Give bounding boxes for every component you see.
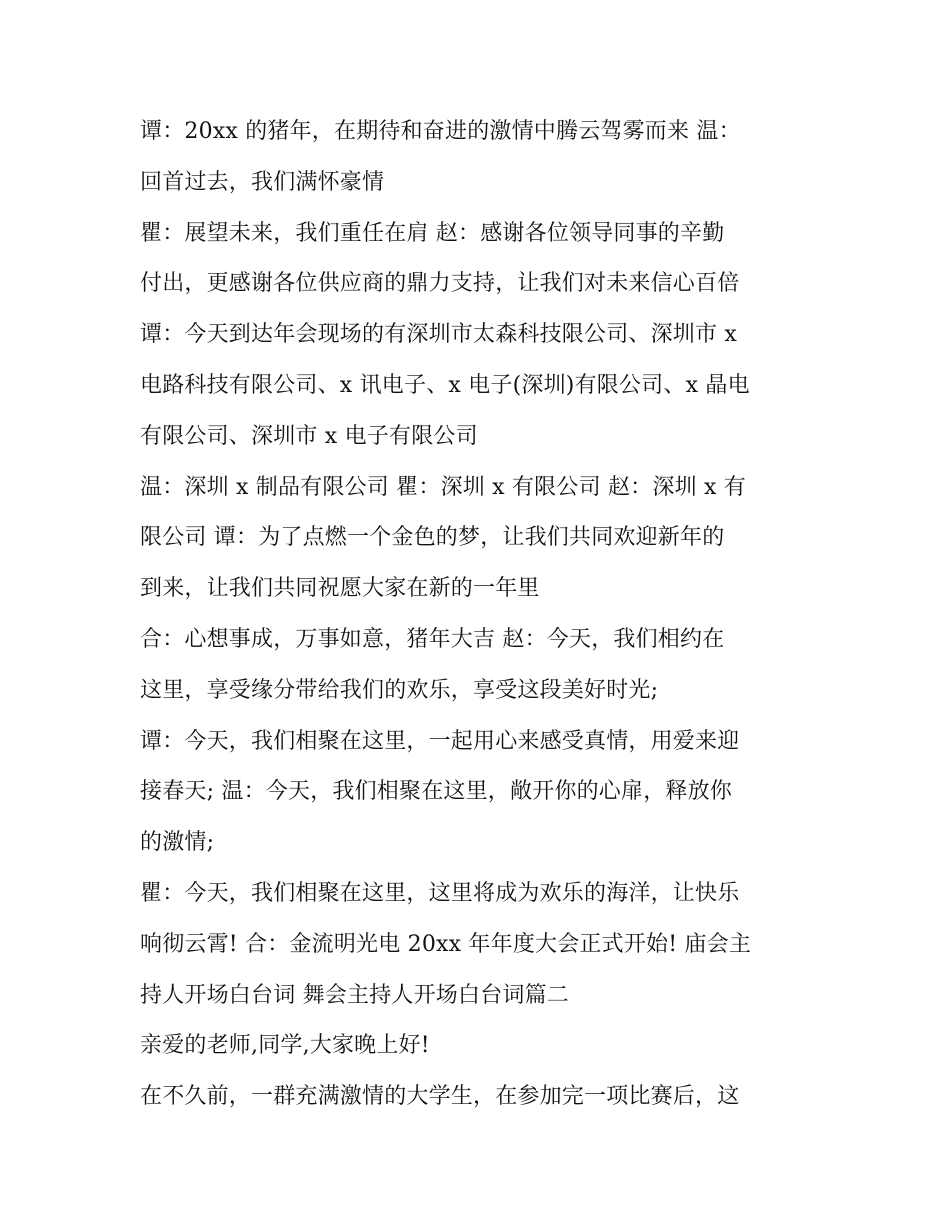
text-line-6: 电路科技有限公司、x 讯电子、x 电子(深圳)有限公司、x 晶电	[140, 372, 750, 398]
text-line-3: 瞿：展望未来，我们重任在肩 赵：感谢各位领导同事的辛勤	[140, 220, 725, 246]
text-line-7: 有限公司、深圳市 x 电子有限公司	[140, 423, 478, 449]
text-line-18: 持人开场白台词 舞会主持人开场白台词篇二	[140, 982, 569, 1008]
document-body	[140, 107, 820, 1123]
text-line-17: 响彻云霄! 合：金流明光电 20xx 年年度大会正式开始! 庙会主	[140, 931, 752, 957]
text-line-5: 谭：今天到达年会现场的有深圳市太森科技限公司、深圳市 x	[140, 322, 738, 348]
text-line-16: 瞿：今天，我们相聚在这里，这里将成为欢乐的海洋，让快乐	[140, 880, 740, 906]
text-line-2: 回首过去，我们满怀豪情	[140, 169, 385, 195]
text-line-12: 这里，享受缘分带给我们的欢乐，享受这段美好时光;	[140, 677, 659, 703]
text-line-15: 的激情;	[140, 830, 215, 856]
text-line-9: 限公司 谭：为了点燃一个金色的梦，让我们共同欢迎新年的	[140, 525, 725, 551]
text-line-11: 合：心想事成，万事如意，猪年大吉 赵：今天，我们相约在	[140, 626, 725, 652]
text-line-10: 到来，让我们共同祝愿大家在新的一年里	[140, 576, 540, 602]
text-line-20: 在不久前，一群充满激情的大学生，在参加完一项比赛后，这	[140, 1084, 740, 1110]
text-line-13: 谭：今天，我们相聚在这里，一起用心来感受真情，用爱来迎	[140, 728, 740, 754]
text-line-14: 接春天; 温：今天，我们相聚在这里，敞开你的心扉，释放你	[140, 779, 733, 805]
text-line-8: 温：深圳 x 制品有限公司 瞿：深圳 x 有限公司 赵：深圳 x 有	[140, 474, 746, 500]
text-line-1: 谭：20xx 的猪年，在期待和奋进的激情中腾云驾雾而来 温：	[140, 119, 741, 144]
text-line-19: 亲爱的老师,同学,大家晚上好!	[140, 1033, 430, 1059]
text-line-4: 付出，更感谢各位供应商的鼎力支持，让我们对未来信心百倍	[140, 271, 740, 297]
